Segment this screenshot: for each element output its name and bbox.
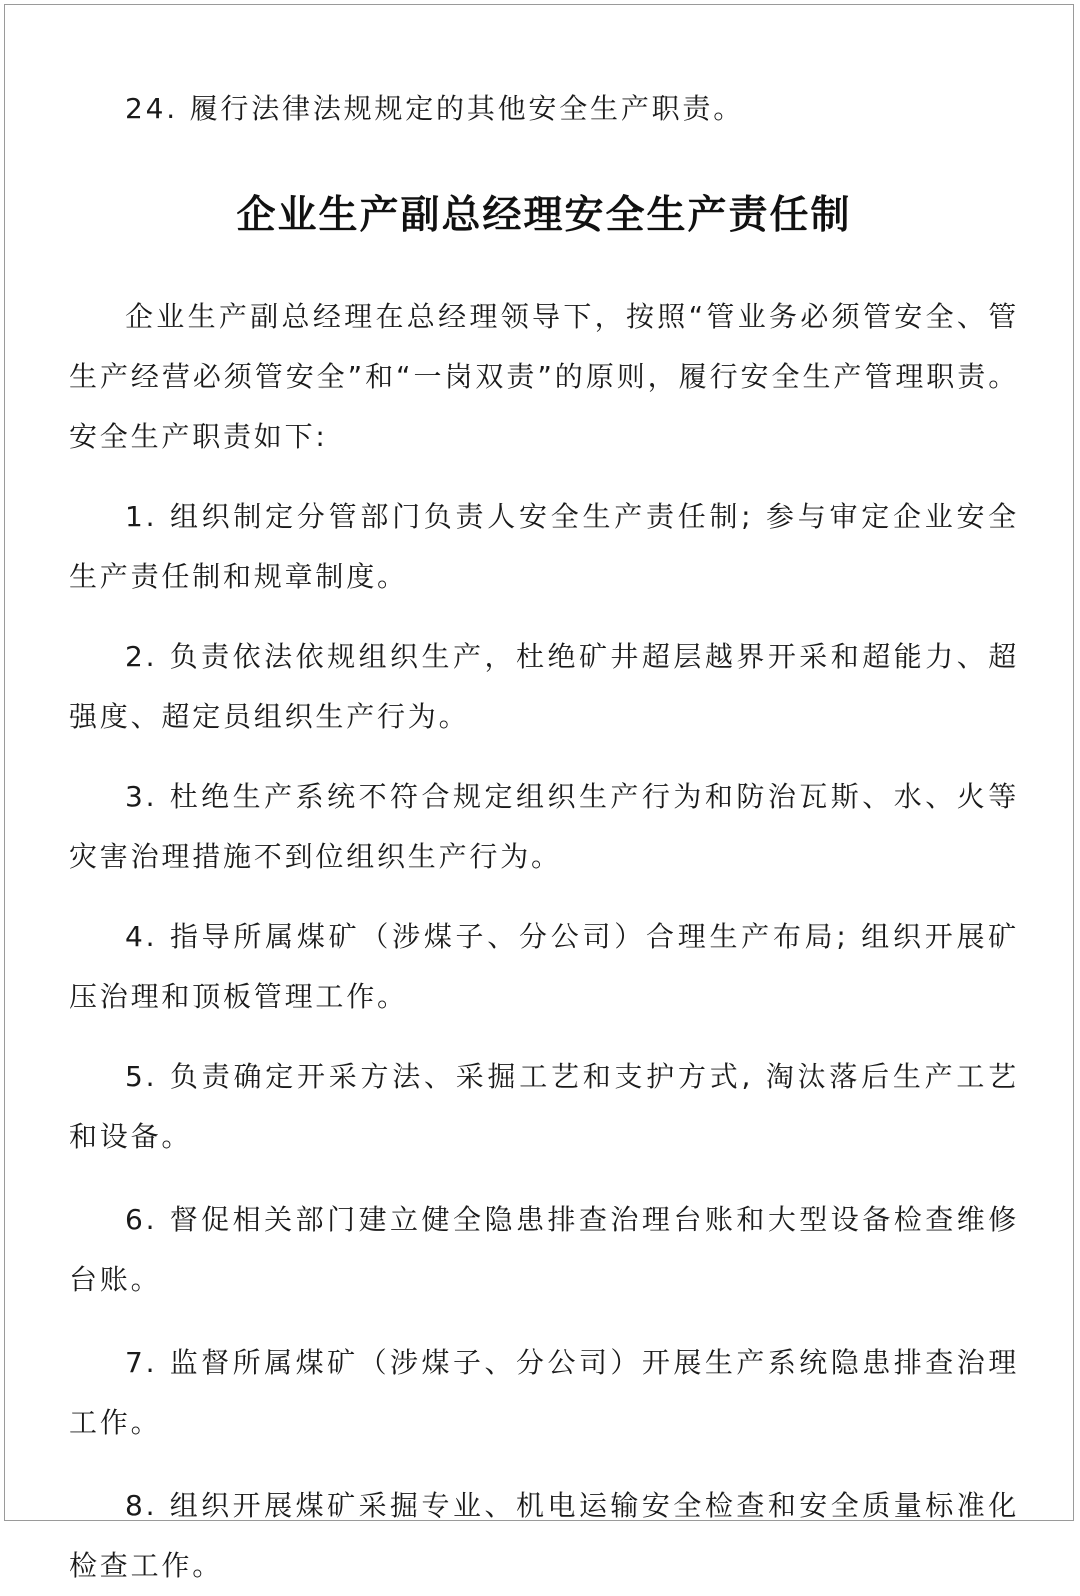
intro-paragraph: 企业生产副总经理在总经理领导下，按照“管业务必须管安全、管生产经营必须管安全”和“一岗双责”的原则，履行安全生产管理职责。安全生产职责如下: [69,300,1019,453]
duty-item: 5. 负责确定开采方法、采掘工艺和支护方式, 淘汰落后生产工艺和设备。 [69,1060,1019,1153]
duty-item: 1. 组织制定分管部门负责人安全生产责任制; 参与审定企业安全生产责任制和规章制度。 [69,500,1019,593]
duty-item: 6. 督促相关部门建立健全隐患排查治理台账和大型设备检查维修台账。 [69,1203,1019,1296]
lead-item: 24. 履行法律法规规定的其他安全生产职责。 [125,92,745,125]
document-page [4,4,1074,1582]
duty-item: 8. 组织开展煤矿采掘专业、机电运输安全检查和安全质量标准化检查工作。 [69,1489,1019,1582]
duty-item: 7. 监督所属煤矿（涉煤子、分公司）开展生产系统隐患排查治理工作。 [69,1346,1019,1439]
document-title: 企业生产副总经理安全生产责任制 [236,192,852,238]
duty-item: 3. 杜绝生产系统不符合规定组织生产行为和防治瓦斯、水、火等灾害治理措施不到位组织生产行为。 [69,780,1019,873]
duty-item: 4. 指导所属煤矿（涉煤子、分公司）合理生产布局; 组织开展矿压治理和顶板管理工作。 [69,920,1019,1013]
duty-item: 2. 负责依法依规组织生产，杜绝矿井超层越界开采和超能力、超强度、超定员组织生产行为。 [69,640,1019,733]
document-body [69,79,1019,1596]
